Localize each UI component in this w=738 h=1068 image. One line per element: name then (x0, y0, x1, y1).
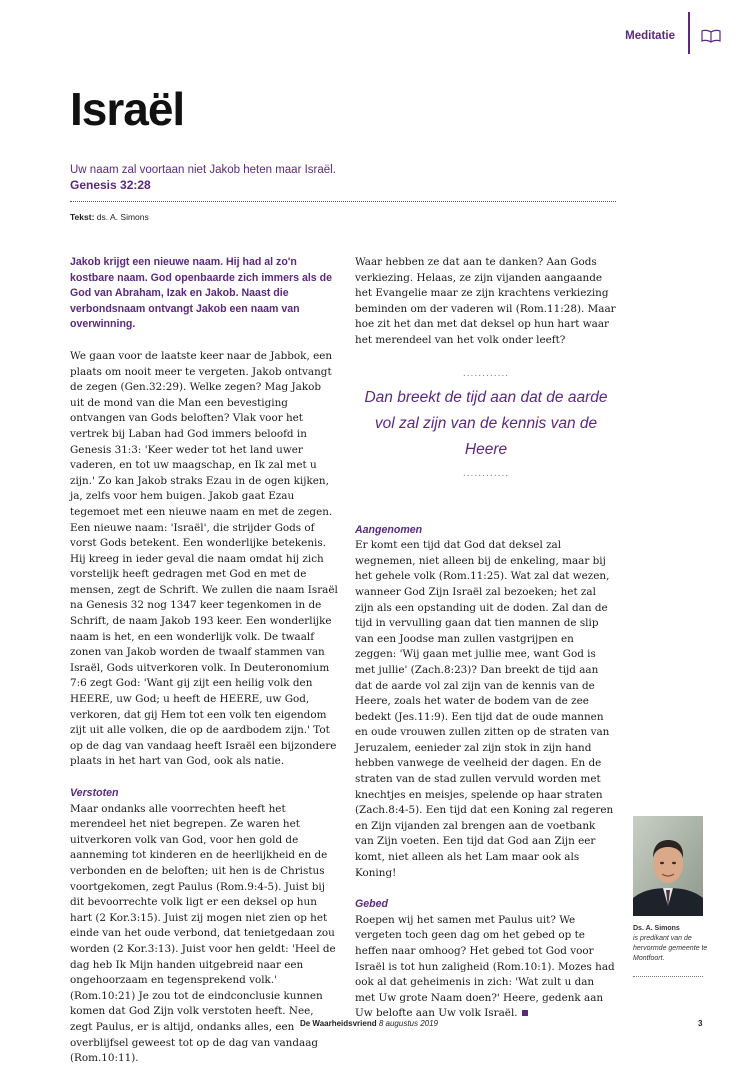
pull-quote-dots-top: ............ (462, 368, 510, 379)
body-paragraph: We gaan voor de laatste keer naar de Jabbok, een plaats om nooit meer te vergeten. Jakob ontvangt de zegen (Gen.32:29). Welke zegen? Mag Jakob uit de mond van die Man een bevestiging ontvangen van Gods beloften? Vlak voor het vertrek bij Laban had God immers beloofd in Genesis 31:3: 'Keer weder tot het land uwer vaderen, en tot uw maagschap, en Ik zal met u zijn.' Zo kan Jakob straks Ezau in de ogen kijken, ja, zelfs voor hem buigen. Jakob gaat Ezau tegemoet met een nieuwe naam en met de zegen. Een nieuwe naam: 'Israël', die strijder Gods of vorst Gods betekent. Een wonderlijke betekenis. Hij kreeg in ieder geval die naam omdat hij zich vorstelijk heeft gedragen met God en met de mensen, zegt de Schrift. We zullen die naam Israël na Genesis 32 nog 1347 keer tegenkomen in de Schrift, de naam Jakob 193 keer. Een wonderlijke naam is het, en een wonderlijk volk. De twaalf zonen van Jakob worden de twaalf stammen van Israël, Gods uitverkoren volk. In Deuteronomium 7:6 zegt God: 'Want gij zijt een heilig volk den HEERE, uw God; u heeft de HEERE, uw God, verkoren, dat gij Hem tot een volk ten eigendom zijt uit alle volken, die op de aardbodem zijn.' Tot op de dag van vandaag heeft Israël een bijzondere plaats in het hart van God, ook als natie. (70, 349, 338, 768)
body-paragraph: Er komt een tijd dat God dat deksel zal wegnemen, niet alleen bij de enkeling, maar bij het gehele volk (Rom.11:25). Wat zal dat wezen, wanneer God Zijn Israël zal bezoeken; het zal zijn als een opstanding uit de doden. Zal dan de tijd in vervulling gaan dat tien mannen de slip van een Joodse man zullen vastgrijpen en zeggen: 'Wij gaan met jullie mee, want God is met jullie' (Zach.8:23)? Dan breekt de tijd aan dat de aarde vol zal zijn van de kennis van de Heere, zoals het water de bodem van de zee bedekt (Jes.11:9). Een tijd dat de oude mannen en oude vrouwen zullen zitten op de straten van Jeruzalem, eenieder zal zijn stok in zijn hand hebben vanwege de veelheid der dagen. En de straten van de stad zullen vervuld worden met knechtjes en meisjes, spelende op haar straten (Zach.8:4-5). Een tijd dat een Koning zal regeren en Zijn vijanden zal brengen aan de voetbank van Zijn voeten. Een tijd dat God aan Zijn eer komt, niet alleen als het Lam maar ook als Koning! (355, 539, 614, 879)
scripture-reference: Genesis 32:28 (70, 178, 151, 192)
author-caption (633, 924, 713, 964)
subtitle: Uw naam zal voortaan niet Jakob heten maar Israël. (70, 164, 336, 176)
publication-date: 8 augustus 2019 (378, 1019, 439, 1028)
open-book-icon (701, 29, 721, 43)
body-paragraph: Waar hebben ze dat aan te danken? Aan Gods verkiezing. Helaas, ze zijn vijanden aangaande het Evangelie maar ze zijn krachtens verkiezing beminden om der vaderen wil (Rom.11:28). Maar hoe zit het dan met dat deksel op hun hart waar het merendeel van het volk onder leeft? (355, 256, 616, 346)
closing-paragraph-text: Roepen wij het samen met Paulus uit? We vergeten toch geen dag om het gebed op te heffen naar omhoog? Het gebed tot God voor Israël is tot hun zaligheid (Rom.10:1). Mozes had ook al dat geheimenis in zich: 'Wat zult u dan met Uw grote Naam doen?' Heere, gedenk aan Uw belofte aan Uw volk Israël. (355, 913, 615, 1020)
end-mark-icon (522, 1010, 528, 1016)
pull-quote (355, 369, 617, 479)
author-name: Ds. A. Simons (633, 925, 680, 932)
author-photo (633, 816, 703, 916)
body-paragraph: Maar ondanks alle voorrechten heeft het merendeel het niet begrepen. Ze waren het uitverkoren volk van God, voor hen gold de aanneming tot kinderen en de heerlijkheid en de verbonden en de beloften; uit hen is de Christus voortgekomen, zegt Paulus (Rom.9:4-5). Juist bij dit bevoorrechte volk ligt er een deksel op hun hart (2 Kor.3:15). Juist zij mogen niet zien op het einde van het oude verbond, dat tenietgedaan zou worden (2 Kor.3:13). Juist voor hen geldt: 'Heel de dag heb Ik Mijn handen uitgebreid naar een ongehoorzaam en tegensprekend volk.' (Rom.10:21) Je zou tot de eindconclusie kunnen komen dat God Zijn volk verstoten heeft. Nee, zegt Paulus, er is altijd, ondanks alles, een overblijfsel geweest tot op de dag van vandaag (Rom.10:11). (70, 802, 336, 1065)
page-title: Israël (70, 83, 185, 135)
lead-paragraph: Jakob krijgt een nieuwe naam. Hij had al zo'n kostbare naam. God openbaarde zich immers als de God van Abraham, Izak en Jakob. Naast die verbondsnaam ontvangt Jakob een naam van overwinning. (70, 256, 332, 331)
caption-divider (633, 976, 703, 977)
left-column (70, 255, 338, 1067)
byline (70, 212, 149, 222)
section-heading: Verstoten (70, 787, 119, 799)
right-column (355, 255, 617, 1022)
author-role: is predikant van de hervormde gemeente te Montfoort. (633, 935, 708, 962)
page-number: 3 (698, 1019, 703, 1028)
header-divider (688, 12, 690, 54)
pull-quote-dots-bottom: ............ (462, 468, 510, 479)
section-label: Meditatie (625, 30, 675, 42)
pull-quote-text: Dan breekt de tijd aan dat de aarde vol zal zijn van de kennis van de Heere (364, 388, 608, 458)
section-heading: Aangenomen (355, 523, 423, 536)
publication-name: De Waarheidsvriend (299, 1019, 377, 1028)
closing-paragraph (355, 913, 617, 1022)
byline-author: ds. A. Simons (96, 212, 149, 222)
byline-label: Tekst: (70, 212, 95, 222)
section-heading: Gebed (355, 898, 388, 911)
title-divider (70, 201, 616, 202)
footer (0, 1019, 738, 1028)
